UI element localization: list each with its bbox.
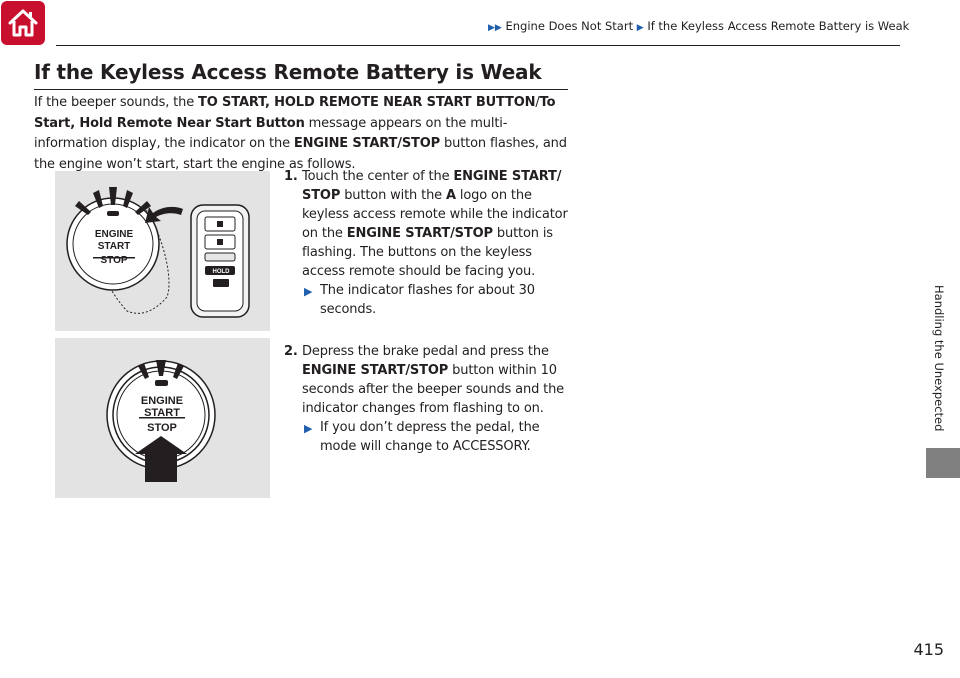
button-text-engine: ENGINE: [94, 229, 134, 240]
intro-paragraph: [34, 93, 574, 175]
button-text-stop: STOP: [100, 255, 128, 266]
figure-remote-touch: [55, 171, 270, 331]
breadcrumb-arrow-icon: ▶: [636, 23, 644, 33]
step-text: Touch the center of the: [302, 169, 454, 184]
intro-message-caps: TO START, HOLD REMOTE NEAR START BUTTON: [198, 95, 536, 110]
button-text-start: START: [97, 241, 131, 252]
step-logo-letter: A: [446, 188, 456, 203]
breadcrumb-link-engine-does-not-start[interactable]: Engine Does Not Start: [505, 19, 634, 33]
intro-slash: /: [535, 95, 540, 110]
page-number: 415: [913, 640, 944, 659]
section-tab[interactable]: [926, 448, 960, 478]
home-icon: [6, 6, 40, 40]
page-title: If the Keyless Access Remote Battery is Weak: [34, 60, 542, 84]
breadcrumb-arrow-icon: ▶▶: [488, 23, 502, 33]
button-text-start: START: [144, 407, 180, 419]
steps-list: [284, 167, 574, 456]
remote-hold-label: HOLD: [212, 269, 230, 275]
step-button-name: ENGINE START/STOP: [302, 363, 449, 378]
curved-arrow-icon: [145, 207, 183, 223]
step-text: button with the: [340, 188, 446, 203]
section-side-label: Handling the Unexpected: [932, 285, 946, 432]
header-rule: [56, 45, 900, 46]
intro-text: button flashes, and the engine won’t start, start the engine as follows.: [34, 136, 567, 172]
intro-button-name: ENGINE START/STOP: [293, 136, 441, 151]
note-arrow-icon: ▶: [304, 422, 313, 435]
title-rule: [34, 89, 568, 90]
step-note: [302, 281, 574, 319]
step-text: button within 10 seconds after the beeper sounds and the indicator changes from flashing to on.: [302, 363, 565, 416]
step-note: [302, 418, 574, 456]
step-text: Depress the brake pedal and press the: [302, 344, 549, 359]
step-1: [284, 167, 574, 319]
intro-message: To Start, Hold Remote Near Start Button: [34, 95, 556, 131]
figure-press-button: [55, 338, 270, 498]
illustration-remote-touch: [55, 171, 270, 331]
intro-text: message appears on the multi-information display, the indicator on the: [34, 115, 508, 151]
step-text: button is flashing. The buttons on the keyless access remote should be facing you.: [302, 226, 553, 279]
button-text-stop: STOP: [147, 422, 177, 434]
step-number: 2.: [284, 344, 298, 359]
step-button-name: ENGINE START/STOP: [346, 226, 493, 241]
note-arrow-icon: ▶: [304, 285, 313, 298]
step-note-text: The indicator flashes for about 30 seconds.: [320, 283, 535, 317]
illustration-press-button: [55, 338, 270, 498]
step-2: [284, 342, 574, 456]
intro-text: If the beeper sounds, the: [34, 95, 199, 110]
keyless-remote-illustration: [191, 205, 249, 317]
breadcrumb: [488, 19, 910, 33]
button-text-engine: ENGINE: [140, 395, 184, 407]
step-number: 1.: [284, 169, 298, 184]
step-text: logo on the keyless access remote while the indicator on the: [302, 188, 568, 241]
home-button[interactable]: [1, 1, 45, 45]
step-note-text: If you don’t depress the pedal, the mode will change to ACCESSORY.: [320, 420, 540, 454]
breadcrumb-current: If the Keyless Access Remote Battery is Weak: [647, 19, 910, 33]
step-button-name: ENGINE START/ STOP: [302, 169, 562, 203]
